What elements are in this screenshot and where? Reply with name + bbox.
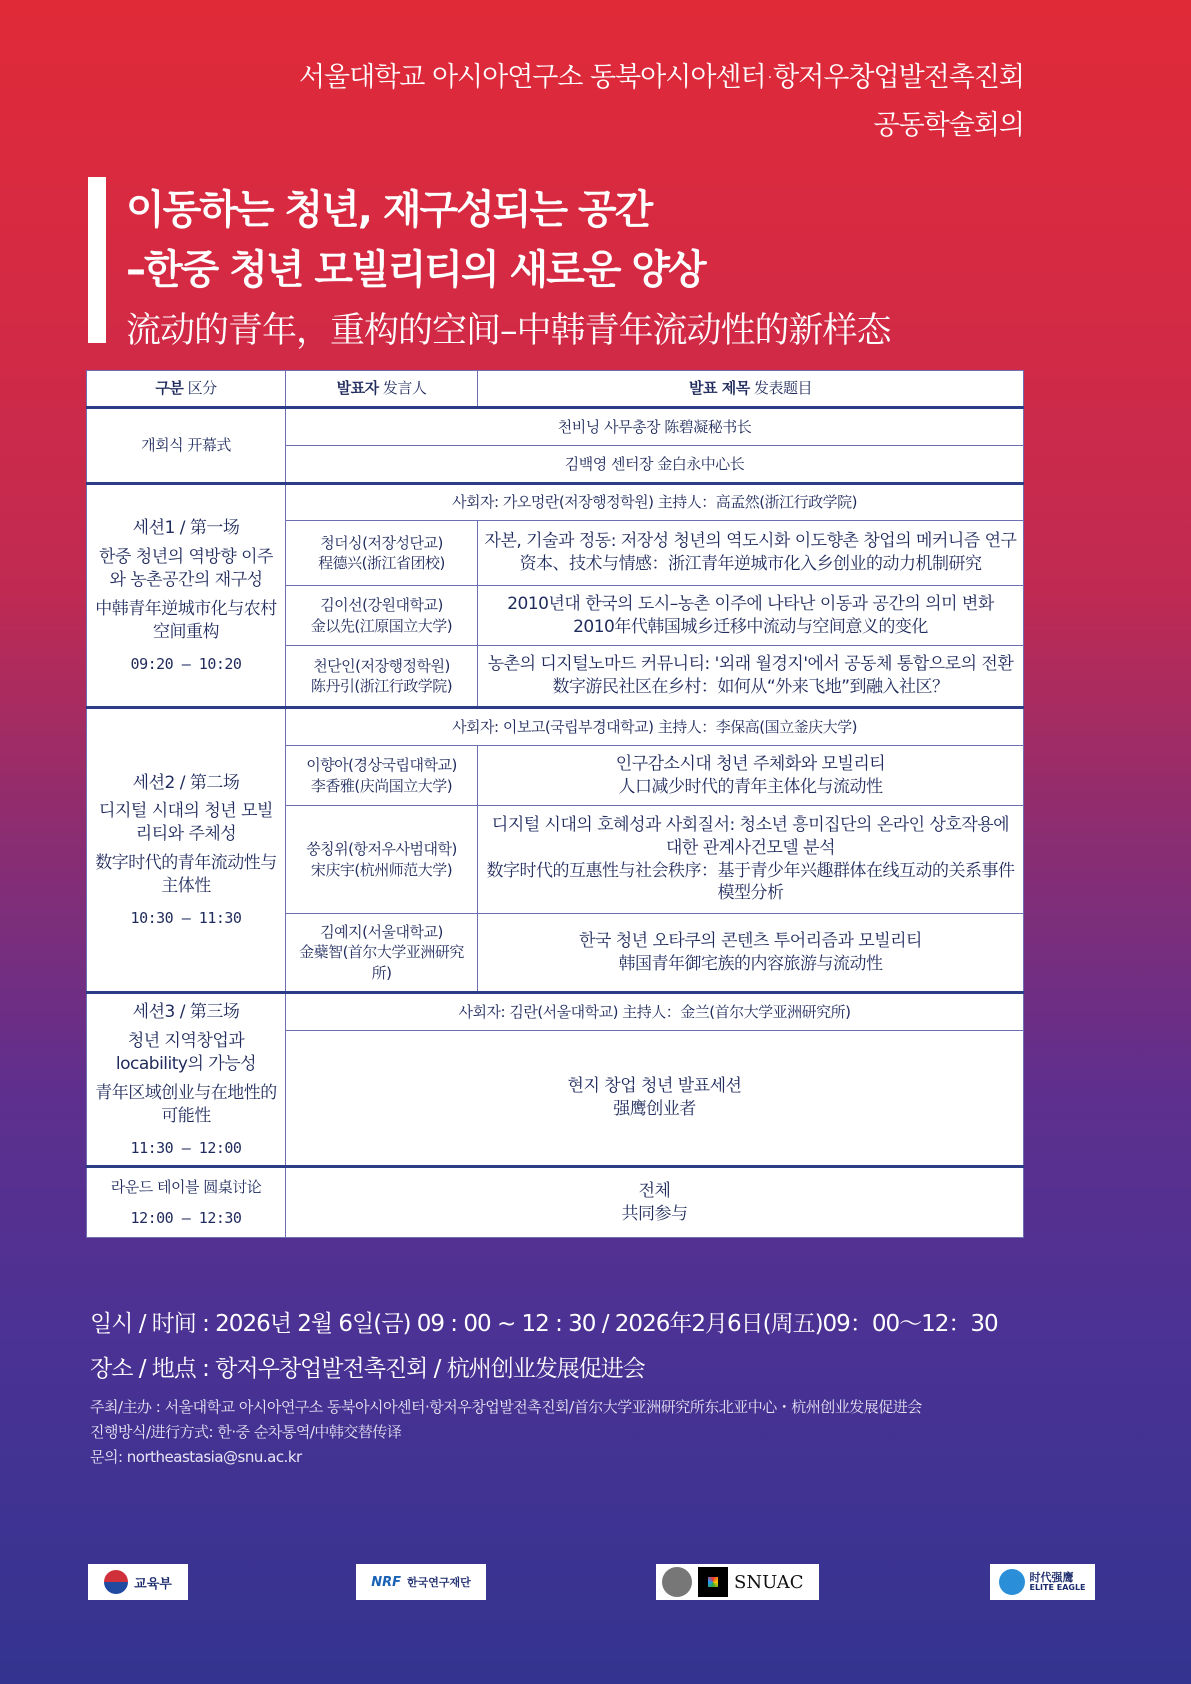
talk-title: 2010년대 한국의 도시–농촌 이주에 나타난 이동과 공간의 의미 변화 2010年代韩国城乡迁移中流动与空间意义的变化	[478, 586, 1024, 646]
title-chinese: 流动的青年，重构的空间–中韩青年流动性的新样态	[126, 311, 891, 351]
table-row	[87, 484, 1024, 521]
method-line: 진행방식/进行方式: 한·중 순차통역/中韩交替传译	[90, 1423, 402, 1441]
table-header	[87, 371, 1024, 408]
local-session: 현지 창업 청년 발표세션 强鹰创业者	[286, 1031, 1024, 1167]
header-category: 구분 区分	[87, 371, 286, 408]
session2-cell: 세션2 / 第二场 디지털 시대의 청년 모빌리티와 주체성 数字时代的青年流动性与主体性 10:30 – 11:30	[87, 708, 286, 993]
snu-emblem-icon	[662, 1567, 692, 1597]
speaker: 천단인(저장행정학원) 陈丹引(浙江行政学院)	[286, 646, 478, 708]
contact-line: 문의: northeastasia@snu.ac.kr	[90, 1448, 302, 1466]
speaker: 김이선(강원대학교) 金以先(江原国立大学)	[286, 586, 478, 646]
speaker: 김예지(서울대학교) 金蘗智(首尔大学亚洲研究所)	[286, 914, 478, 993]
speaker: 이향아(경상국립대학교) 李香雅(庆尚国立大学)	[286, 746, 478, 806]
speaker: 쑹칭위(항저우사범대학) 宋庆宇(杭州师范大学)	[286, 806, 478, 914]
table-row	[87, 708, 1024, 746]
title-line-2: –한중 청년 모빌리티의 새로운 양상	[126, 247, 705, 293]
talk-title: 인구감소시대 청년 주체화와 모빌리티 人口减少时代的青年主体化与流动性	[478, 746, 1024, 806]
speaker: 청더싱(저장성단교) 程德兴(浙江省团校)	[286, 521, 478, 586]
session1-cell: 세션1 / 第一场 한중 청년의 역방향 이주와 농촌공간의 재구성 中韩青年逆城市化与农村空间重构 09:20 – 10:20	[87, 484, 286, 708]
title-accent-bar	[88, 177, 106, 343]
organizer-line: 서울대학교 아시아연구소 동북아시아센터·항저우창업발전촉진회	[298, 62, 1024, 93]
moe-logo: 교육부	[88, 1564, 188, 1600]
header-speaker: 발표자 发言人	[286, 371, 478, 408]
host-line: 주최/主办 : 서울대학교 아시아연구소 동북아시아센터·항저우창업발전촉진회/首尔大学亚洲研究所东北亚中心・杭州创业发展促进会	[90, 1398, 922, 1416]
header-title: 발표 제목 发表题目	[478, 371, 1024, 408]
snuac-logo: SNUAC	[656, 1564, 819, 1600]
globe-icon	[999, 1569, 1025, 1595]
talk-title: 농촌의 디지털노마드 커뮤니티: '외래 월경지'에서 공동체 통합으로의 전환 数字游民社区在乡村：如何从“外来飞地”到融入社区？	[478, 646, 1024, 708]
opening-speaker: 천비닝 사무총장 陈碧凝秘书长	[286, 408, 1024, 446]
table-row	[87, 408, 1024, 446]
nrf-logo: NRF 한국연구재단	[356, 1564, 486, 1600]
elite-eagle-logo: 时代强鹰 ELITE EAGLE	[990, 1564, 1095, 1600]
talk-title: 디지털 시대의 호혜성과 사회질서: 청소년 흥미집단의 온라인 상호작용에 대한 관계사건모델 분석 数字时代的互惠性与社会秩序：基于青少年兴趣群体在线互动的关系事件模型分析	[478, 806, 1024, 914]
moderator: 사회자: 이보고(국립부경대학교) 主持人：李保高(国立釜庆大学)	[286, 708, 1024, 746]
table-row	[87, 993, 1024, 1031]
moderator: 사회자: 김란(서울대학교) 主持人：金兰(首尔大学亚洲研究所)	[286, 993, 1024, 1031]
round-table-cell: 라운드 테이블 圆桌讨论 12:00 – 12:30	[87, 1167, 286, 1238]
place-line: 장소 / 地点 : 항저우창업발전촉진회 / 杭州创业发展促进会	[90, 1356, 645, 1382]
joint-conference-label: 공동학술회의	[873, 110, 1024, 141]
round-table-participants: 전체 共同参与	[286, 1167, 1024, 1238]
moderator: 사회자: 가오멍란(저장행정학원) 主持人：高孟然(浙江行政学院)	[286, 484, 1024, 521]
opening-speaker: 김백영 센터장 金白永中心长	[286, 446, 1024, 484]
asia-center-icon	[698, 1567, 728, 1597]
program-table	[86, 370, 1024, 1238]
taegeuk-icon	[104, 1570, 128, 1594]
talk-title: 자본, 기술과 정동: 저장성 청년의 역도시화 이도향촌 창업의 메커니즘 연구 资本、技术与情感：浙江青年逆城市化入乡创业的动力机制研究	[478, 521, 1024, 586]
opening-label: 개회식 开幕式	[87, 408, 286, 484]
session3-cell: 세션3 / 第三场 청년 지역창업과 locability의 가능성 青年区域创业与在地性的可能性 11:30 – 12:00	[87, 993, 286, 1167]
talk-title: 한국 청년 오타쿠의 콘텐츠 투어리즘과 모빌리티 韩国青年御宅族的内容旅游与流动性	[478, 914, 1024, 993]
date-line: 일시 / 时间 : 2026년 2월 6일(금) 09 : 00 ~ 12 : 30 / 2026年2月6日(周五)09：00～12：30	[90, 1311, 998, 1337]
table-row	[87, 1167, 1024, 1238]
title-line-1: 이동하는 청년, 재구성되는 공간	[126, 187, 652, 233]
